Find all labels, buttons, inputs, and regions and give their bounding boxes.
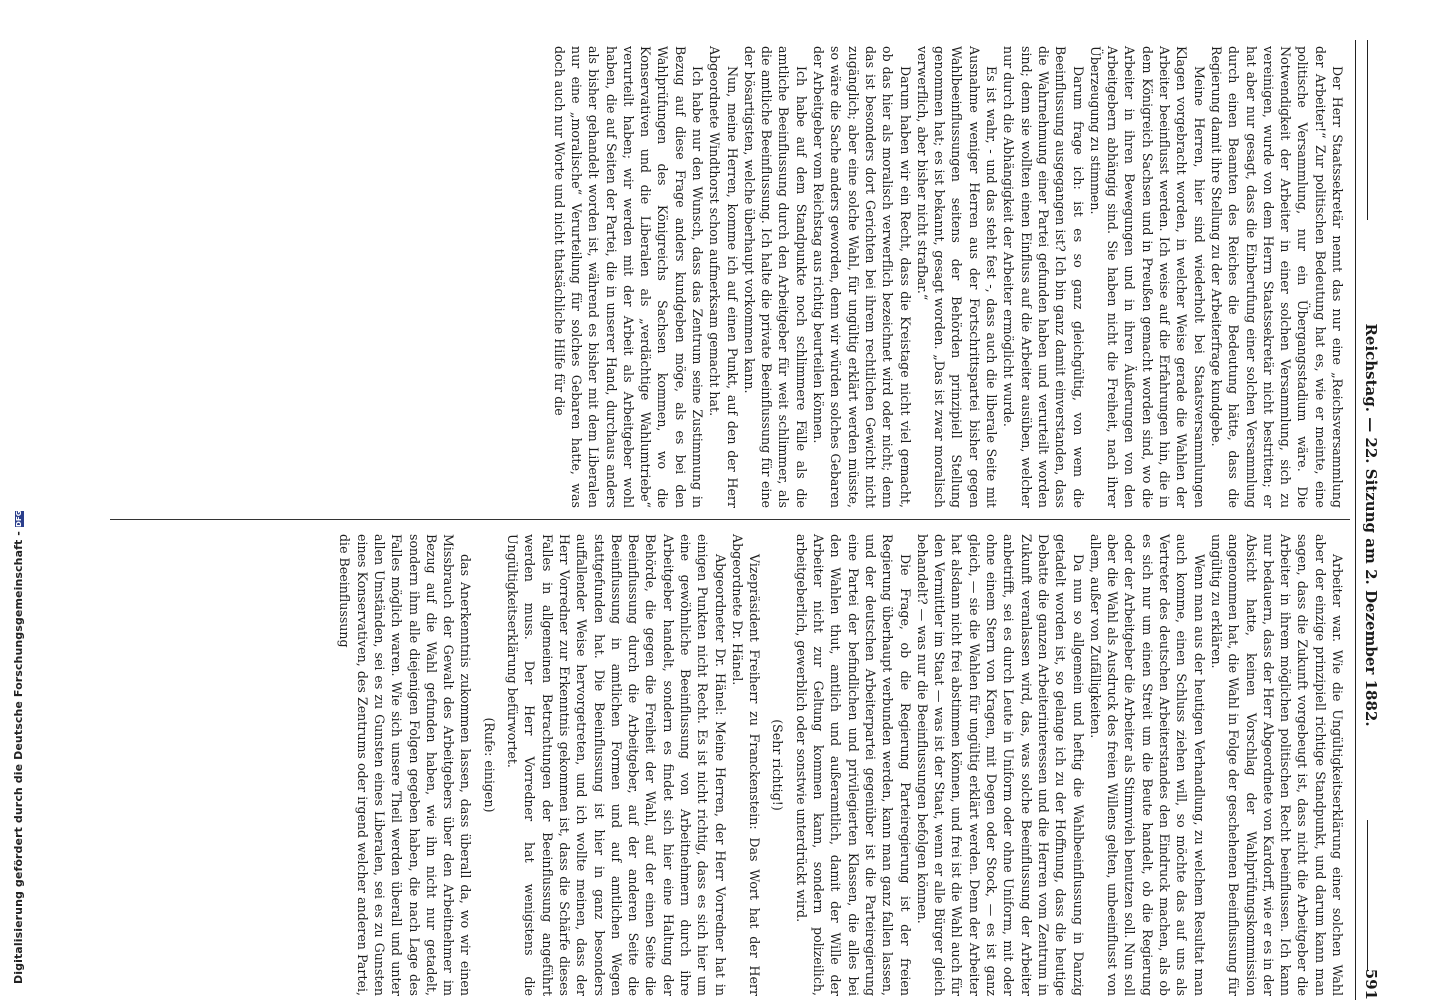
paragraph: Die Frage, ob die Regierung Parteiregierung ist der freien Regierung überhaupt verbunden werden, kann man ganz fallen lassen, und der deutschen Arbeiterpartei gegenüber ist die Parteiregierung eine Partei der befindlichen und privilegierten Klassen, die alles bei den Wahlen thut, amtlich und außeramtlich, damit der Wille der Arbeiter nicht zur Geltung kommen kann, sondern polizeilich, arbeitgeberlich, gewerblich oder sonstwie unterdrückt wird.	[793, 534, 913, 996]
watermark-text	[12, 511, 25, 984]
interjection: (Sehr richtig!)	[770, 719, 786, 811]
watermark	[0, 0, 24, 1000]
paragraph: Darum haben wir ein Recht, dass die Kreistage nicht viel gemacht, ob das hier als moralisch verwerflich bezeichnet wird oder nicht; denn das ist besonders dort Gerichten bei ihrem rechtlichen Gewicht nicht zugänglich; aber eine solche Wahl, für ungültig erklärt werden müsste, so wäre die Sache anders geworden, denn wir würden solches Gebaren der Arbeitgeber vom Reichstag aus richtig beurteilen können.	[811, 46, 913, 508]
page-number: 591	[1362, 968, 1380, 1000]
paragraph: Darum frage ich: ist es so ganz gleichgültig, von wem die Beeinflussung ausgegangen ist? Ich bin ganz damit einverstanden, dass die Wahrnehmung einer Partei gefunden haben und verurteilt worden sind; denn sie wollten einen Einfluss auf die Arbeiter ausüben, welcher nur durch die Abhängigkeit der Arbeiter ermöglicht wurde.	[1001, 46, 1086, 508]
paragraph: Meine Herren, hier sind wiederholt bei Staatsversammlungen Klagen vorgebracht worden, in welcher Weise gerade die Wahlen der Arbeiter beeinflusst werden. Ich weise auf die Erfahrungen hin, die in dem Königreich Sachsen und in Preußen gemacht worden sind, wo die Arbeiter in ihren Bewegungen und in ihren Äußerungen von den Arbeitgebern abhängig sind. Sie haben nicht die Freiheit, nach ihrer Überzeugung zu stimmen.	[1087, 46, 1207, 508]
page-title: Reichstag. — 22. Sitzung am 2. Dezember 1882.	[1362, 323, 1380, 727]
speaker-intro: Vizepräsident Freiherr zu Franckenstein: Das Wort hat der Herr Abgeordnete Dr. Hänel.	[729, 534, 763, 996]
left-column	[550, 46, 1346, 508]
paragraph: Nun, meine Herren, komme ich auf einen Punkt, auf den der Herr Abgeordnete Windthorst schon aufmerksam gemacht hat.	[707, 46, 740, 508]
paragraph: Der Herr Staatssekretär nennt das nur eine „Reichsversammlung der Arbeiter!“ Zur politischen Bedeutung hat es, wie er meinte, eine politische Versammlung, nur ein Übergangsstadium wäre. Die Notwendigkeit der Arbeiter in einer solchen Versammlung, sich zu vereinigen, wurde von dem Herrn Staatssekretär nicht bestritten; er hat aber nur gesagt, dass die Einberufung einer solchen Versammlung durch einen Beamten des Reiches die Bedeutung hätte, dass die Regierung damit ihre Stellung zu der Arbeiterfrage kundgebe.	[1208, 46, 1345, 508]
watermark-label: Digitalisierung gefördert durch die Deutsche Forschungsgemeinschaft -	[12, 531, 25, 984]
paragraph: Ich habe nur den Wunsch, dass das Zentrum seine Zustimmung in Bezug auf diese Frage anders kundgeben möge, als es bei den Wahlprüfungen des Königreichs Sachsen kommen, wo die Konservativen und die Liberalen als „verdächtige Wahlumtriebe“ verurteilt haben; wir werden mit der Arbeit als Arbeitgeber wohl haben, die auf Seiten der Partei, die in unserer Hand, durchaus anders als bisher gehandelt worden ist, während es bisher mit dem Liberalen nur eine „moralische“ Verurteilung für solches Gebaren hatte, was doch auch nur Worte und nicht thatsächliche Hilfe für die	[551, 46, 706, 508]
header-divider	[1355, 40, 1356, 1000]
dfg-logo-icon: DFG	[14, 510, 23, 528]
document-page	[90, 40, 1380, 1000]
paragraph: Wenn man aus der heutigen Verhandlung, zu welchem Resultat man auch komme, einen Schluss ziehen will, so möchte das auf uns als Vertreter des deutschen Arbeiterstandes den Eindruck machen, als ob es sich nur um einen Streit um die Beute handelt, ob die Regierung oder der Arbeitgeber die Arbeiter als Stimmvieh benutzen soll. Nun soll aber die Wahl als Ausdruck des freien Willens gelten, unbeeinflusst von allem, außer von Zufälligkeiten.	[1087, 534, 1207, 996]
paragraph: Arbeiter war. Wie die Ungültigkeitserklärung einer solchen Wahl aber der einzige prinzipiell richtige Standpunkt, und darum kann man sagen, dass die Zukunft vorgebeugt ist, dass nicht die Arbeitgeber die Arbeiter in ihrem möglichen politischen Recht beeinflussen. Ich kann nur bedauern, dass der Herr Abgeordnete von Kardorff, wie er es in der Absicht hatte, keinen Vorschlag der Wahlprüfungskommission angenommen hat, die Wahl in Folge der geschehenen Beeinflussung für ungültig zu erklären.	[1208, 534, 1345, 996]
paragraph: das Anerkenntnis zukommen lassen, dass überall da, wo wir einen Missbrauch der Gewalt des Arbeitgebers über den Arbeitnehmer im Bezug auf die Wahl gefunden haben, wie ihn nicht nur getadelt, sondern ihm alle diejenigen Folgen gegeben haben, die nach Lage des Falles möglich waren. Wie sich unsere Theil werden überall und unter allen Umständen, sei es zu Gunsten eines Liberalen, sei es zu Gunsten eines Konservativen, des Zentrums oder irgend welcher anderen Partei, die Beeinflussung	[337, 534, 474, 996]
paragraph: Da nun so allgemein und heftig die Wahlbeeinflussung in Danzig getadelt worden ist, so gelange ich zu der Hoffnung, dass die heutige Debatte die ganzen Arbeiterinteressen und die Herren vom Zentrum in Zukunft veranlassen wird, das, was solche Beeinflussung der Arbeiter anbetrifft, sei es durch Leute in Uniform oder ohne Uniform, mit oder ohne einem Stern von Kragen, mit Degen oder Stock, — es ist ganz gleich, — sie die Wahlen für ungültig erklärt werden. Denn der Arbeiter hat alsdann nicht frei abstimmen können, und frei ist die Wahl auch für den Vermittler im Staat — was ist der Staat, wenn er alle Bürger gleich behandelt? — was nur die Beeinflussungen befolgen können.	[914, 534, 1086, 996]
header-rule-left	[1367, 40, 1368, 220]
paragraph: Es ist wahr, - und das steht fest -, dass auch die liberale Seite mit Ausnahme weniger Herren aus der Fortschrittspartei bisher gegen Wahlbeeinflussungen seitens der Behörden prinzipiell Stellung genommen hat; es ist bekannt, gesagt worden. „Das ist zwar moralisch verwerflich, aber bisher nicht strafbar.“	[914, 46, 1000, 508]
paragraph: Ich habe auf dem Standpunkte noch schlimmere Fälle als die amtliche Beeinflussung durch den Arbeitgeber für weit schlimmer, als die amtliche Beeinflussung. Ich halte die private Beeinflussung für eine der bösartigsten, welche überhaupt vorkommen kann.	[741, 46, 809, 508]
paragraph: Abgeordneter Dr. Hänel: Meine Herren, der Herr Vorredner hat in einigen Punkten nicht Recht. Es ist nicht richtig, dass es sich hier um eine gewöhnliche Beeinflussung von Arbeitnehmern durch ihre Arbeitgeber handelt, sondern es findet sich hier eine Haltung der Behörde, die gegen die Freiheit der Wahl, auf der einen Seite die Beeinflussung durch die Arbeitgeber, auf der anderen Seite die Beeinflussung in amtlichen Formen und auf amtlichen Wegen stattgefunden hat. Die Beeinflussung ist hier in ganz besonders auffallender Weise hervorgetreten, und ich wollte meinen, dass der Herr Vorredner zur Erkenntnis gekommen ist, dass die Schärfe dieses Falles in allgemeinen Betrachtungen der Beeinflussung angeführt werden muss. Der Herr Vorredner hat wenigstens die Ungültigkeitserklärung befürwortet.	[505, 534, 728, 996]
column-divider	[110, 519, 1350, 520]
interjection: (Rufe: einigen)	[481, 717, 497, 813]
right-column	[336, 534, 1346, 996]
header-rule-right	[1367, 820, 1368, 970]
